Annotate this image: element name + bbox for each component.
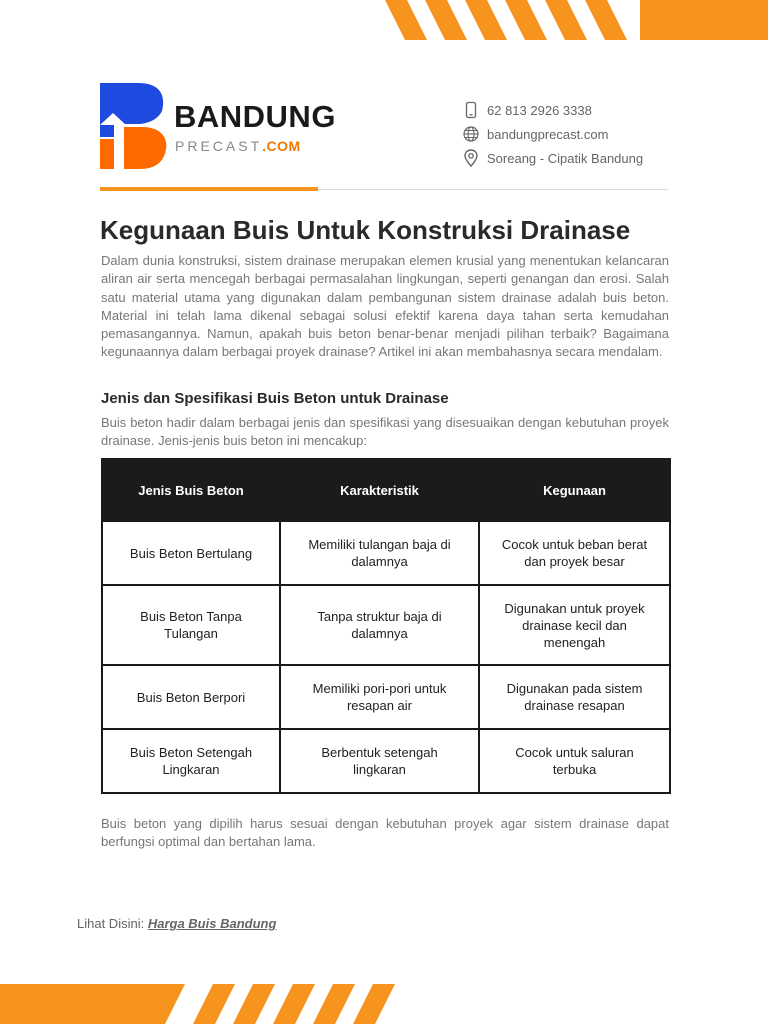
contact-website <box>462 122 643 146</box>
table-header-row <box>102 459 670 521</box>
phone-icon <box>462 101 480 119</box>
contact-website-text: bandungprecast.com <box>487 126 609 142</box>
footer-link-line <box>77 916 276 931</box>
intro-paragraph: Dalam dunia konstruksi, sistem drainase merupakan elemen krusial yang menentukan kelancaran aliran air serta mencegah berbagai permasalahan lingkungan, seperti genangan dan erosi. Salah satu material utama yang digunakan dalam pembangunan sistem drainase adalah buis beton. Material ini telah lama dikenal sebagai solusi efektif karena daya tahan serta kemudahan pemasangannya. Namun, apakah buis beton benar-benar menjadi pilihan terbaik? Bagaimana kegunaannya dalam berbagai proyek drainase? Artikel ini akan membahasnya secara mendalam. <box>101 253 669 360</box>
table-cell: Cocok untuk beban berat dan proyek besar <box>479 521 670 585</box>
table-row <box>102 729 670 793</box>
table-cell: Digunakan untuk proyek drainase kecil dan menengah <box>479 585 670 665</box>
column-header: Jenis Buis Beton <box>102 459 280 521</box>
table-cell: Memiliki pori-pori untuk resapan air <box>280 665 479 729</box>
table-cell: Buis Beton Bertulang <box>102 521 280 585</box>
table-cell: Buis Beton Tanpa Tulangan <box>102 585 280 665</box>
header-divider <box>318 189 668 190</box>
table-cell: Digunakan pada sistem drainase resapan <box>479 665 670 729</box>
table-row <box>102 521 670 585</box>
globe-icon <box>462 125 480 143</box>
page-title: Kegunaan Buis Untuk Konstruksi Drainase <box>100 215 631 245</box>
contact-phone <box>462 98 643 122</box>
footer-stripes-decoration <box>0 984 400 1024</box>
table-cell: Memiliki tulangan baja di dalamnya <box>280 521 479 585</box>
table-cell: Buis Beton Berpori <box>102 665 280 729</box>
table-cell: Berbentuk setengah lingkaran <box>280 729 479 793</box>
footer-link-prefix: Lihat Disini: <box>77 916 145 931</box>
header-stripes-decoration <box>385 0 768 40</box>
closing-paragraph: Buis beton yang dipilih harus sesuai dengan kebutuhan proyek agar sistem drainase dapat berfungsi optimal dan bertahan lama. <box>101 816 669 850</box>
contact-address-text: Soreang - Cipatik Bandung <box>487 150 644 166</box>
section-heading: Jenis dan Spesifikasi Buis Beton untuk Drainase <box>101 390 449 407</box>
table-row <box>102 585 670 665</box>
contact-info <box>462 98 643 170</box>
table-cell: Cocok untuk saluran terbuka <box>479 729 670 793</box>
brand-sub-prefix: PRECAST <box>175 138 263 154</box>
logo-mark-icon <box>100 83 168 169</box>
location-pin-icon <box>462 149 480 167</box>
table-cell: Buis Beton Setengah Lingkaran <box>102 729 280 793</box>
brand-sub-domain: .COM <box>262 138 301 154</box>
harga-buis-link[interactable]: Harga Buis Bandung <box>147 916 277 931</box>
column-header: Kegunaan <box>479 459 670 521</box>
section-intro-paragraph: Buis beton hadir dalam berbagai jenis dan spesifikasi yang disesuaikan dengan kebutuhan proyek drainase. Jenis-jenis buis beton ini mencakup: <box>101 415 669 449</box>
table-cell: Tanpa struktur baja di dalamnya <box>280 585 479 665</box>
header-accent-bar <box>100 187 318 191</box>
contact-address <box>462 146 643 170</box>
brand-name: BANDUNG <box>174 99 336 134</box>
brand-subtitle <box>175 139 301 153</box>
spec-table <box>101 458 671 794</box>
contact-phone-text: 62 813 2926 3338 <box>487 102 592 118</box>
table-row <box>102 665 670 729</box>
column-header: Karakteristik <box>280 459 479 521</box>
